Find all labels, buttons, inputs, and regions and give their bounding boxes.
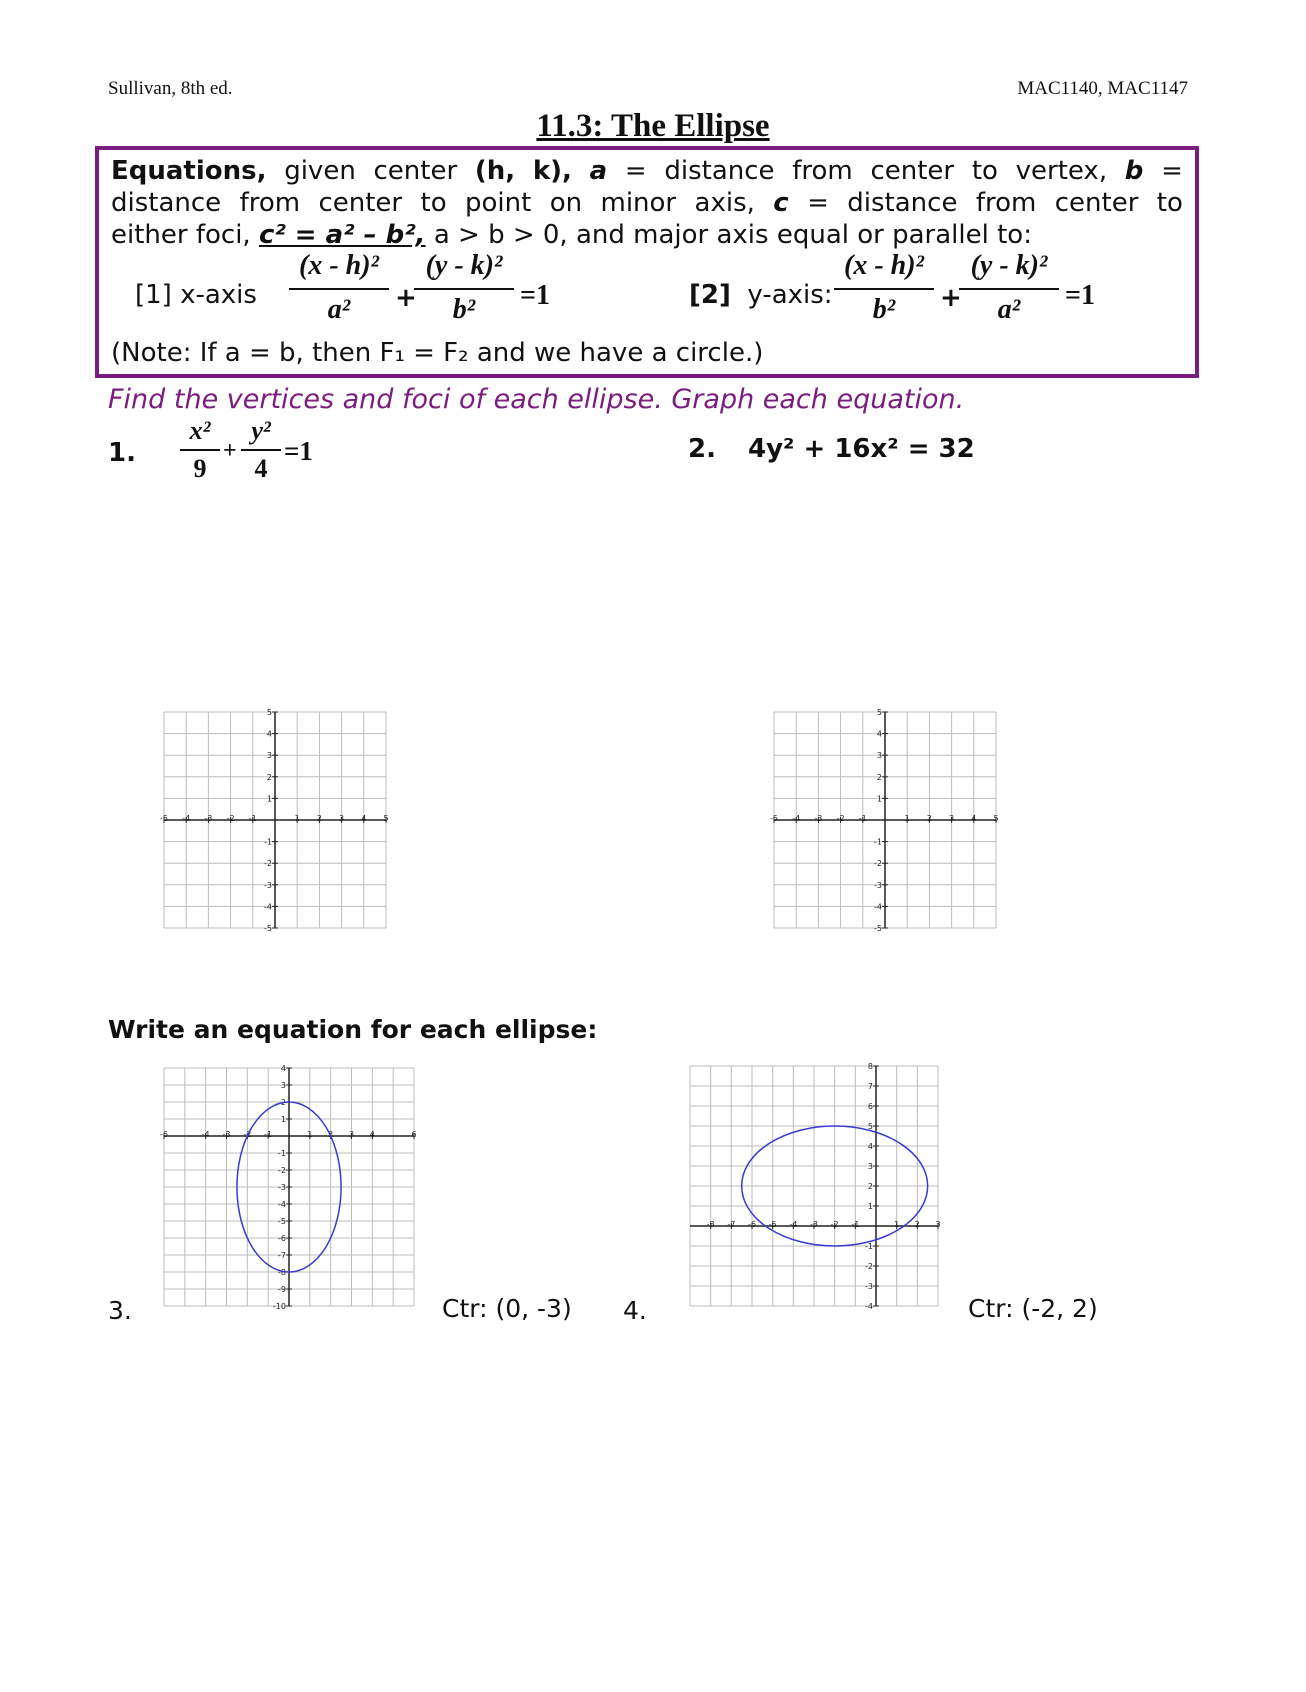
case-2-num-x: (x - h)²: [844, 250, 924, 281]
y-tick-label: 5: [867, 1122, 873, 1131]
box-line-2: [111, 188, 1183, 218]
problem-4-center: Ctr: (-2, 2): [968, 1294, 1098, 1323]
x-tick-label: 4: [971, 814, 977, 823]
foci-equation: c² = a² – b²,: [258, 220, 426, 250]
x-tick-label: -1: [264, 1130, 273, 1139]
line1-word: from: [792, 156, 853, 186]
case-2-label: [689, 280, 833, 310]
x-tick-label: 2: [316, 814, 322, 823]
x-tick-label: 1: [904, 814, 910, 823]
line1-word: (h,: [474, 156, 516, 186]
line2-word: from: [239, 188, 301, 218]
case-2-text: y-axis:: [747, 280, 833, 310]
case-1-den-a: a²: [327, 294, 351, 325]
problem-3-center: Ctr: (0, -3): [442, 1294, 572, 1323]
line2-word: center: [1054, 188, 1139, 218]
graph-1: [150, 704, 400, 944]
y-tick-label: -4: [278, 1200, 286, 1209]
case-2-frac-y: [959, 250, 1059, 326]
y-tick-label: -1: [874, 837, 882, 847]
problem-1-frac-x: [180, 416, 220, 484]
x-tick-label: -2: [830, 1220, 839, 1229]
line2-word: point: [465, 188, 532, 218]
line1-word: distance: [664, 156, 775, 186]
line2-word: distance: [847, 188, 958, 218]
case-2-den-b: b²: [872, 294, 896, 325]
y-tick-label: -2: [874, 859, 882, 869]
y-tick-label: 4: [266, 729, 272, 739]
case-2-eq: =1: [1065, 280, 1095, 311]
y-tick-label: -3: [874, 880, 882, 890]
y-tick-label: -4: [865, 1302, 873, 1311]
line2-word: axis,: [694, 188, 755, 218]
case-2-den-a: a²: [997, 294, 1021, 325]
y-tick-label: 1: [876, 794, 882, 804]
x-tick-label: -5: [160, 814, 168, 823]
header-left: Sullivan, 8th ed.: [108, 78, 233, 99]
x-tick-label: -4: [182, 814, 191, 823]
x-tick-label: 3: [348, 1130, 355, 1139]
x-tick-label: -4: [789, 1220, 798, 1229]
line2-word: c: [773, 188, 789, 218]
y-tick-label: 2: [867, 1182, 873, 1191]
problem-1-den-y: 4: [254, 454, 268, 483]
y-tick-label: -7: [278, 1251, 286, 1260]
y-tick-label: 8: [867, 1062, 873, 1071]
x-tick-label: -1: [851, 1220, 860, 1229]
y-tick-label: 4: [876, 729, 882, 739]
line1-word: =: [1161, 156, 1183, 186]
case-2-num-y: (y - k)²: [970, 250, 1048, 281]
box-line-3: [111, 220, 1183, 250]
y-tick-label: -4: [874, 902, 882, 912]
line1-word: given: [284, 156, 356, 186]
problem-3-number: 3.: [108, 1296, 132, 1325]
problem-1-num-x: x²: [189, 416, 211, 445]
x-tick-label: -3: [222, 1130, 231, 1139]
problem-1-number: 1.: [108, 438, 136, 468]
line2-word: from: [975, 188, 1037, 218]
line2-word: to: [1156, 188, 1183, 218]
line2-word: on: [549, 188, 583, 218]
case-1-frac-y: [414, 250, 514, 326]
x-tick-label: -7: [727, 1220, 736, 1229]
y-tick-label: -1: [264, 837, 272, 847]
problem-1-eq: =1: [284, 436, 313, 466]
y-tick-label: 2: [876, 772, 882, 782]
y-tick-label: -10: [272, 1302, 286, 1311]
case-1-frac-x: [289, 250, 389, 326]
y-tick-label: -3: [278, 1183, 286, 1192]
x-tick-label: -4: [792, 814, 801, 823]
y-tick-label: 3: [266, 751, 272, 761]
y-tick-label: 4: [280, 1064, 286, 1073]
y-tick-label: 3: [867, 1162, 873, 1171]
y-tick-label: -4: [264, 902, 272, 912]
x-tick-label: 4: [369, 1130, 375, 1139]
case-1-label: [1] x-axis: [135, 280, 257, 310]
line2-word: to: [420, 188, 447, 218]
y-tick-label: -2: [278, 1166, 286, 1175]
line1-word: =: [624, 156, 647, 186]
line1-word: Equations,: [111, 156, 267, 186]
equations-box: [95, 146, 1199, 378]
y-tick-label: 5: [876, 708, 882, 717]
y-tick-label: 1: [280, 1115, 286, 1124]
case-1-num-y: (y - k)²: [425, 250, 503, 281]
line1-word: center: [373, 156, 458, 186]
line2-word: center: [318, 188, 403, 218]
case-1-den-b: b²: [452, 294, 476, 325]
line1-word: b: [1124, 156, 1144, 186]
y-tick-label: -3: [865, 1282, 873, 1291]
case-2-number: [2]: [689, 280, 731, 310]
x-tick-label: -5: [768, 1220, 777, 1229]
x-tick-label: 4: [361, 814, 367, 823]
x-tick-label: -2: [836, 814, 845, 823]
x-tick-label: 2: [328, 1130, 334, 1139]
instructions: Find the vertices and foci of each ellipse. Graph each equation.: [108, 384, 965, 415]
y-tick-label: -9: [278, 1285, 286, 1294]
x-tick-label: -2: [226, 814, 235, 823]
x-tick-label: -6: [160, 1130, 168, 1139]
y-tick-label: -1: [865, 1242, 873, 1251]
y-tick-label: 4: [867, 1142, 873, 1151]
x-tick-label: 6: [411, 1130, 417, 1139]
box-note: (Note: If a = b, then F₁ = F₂ and we have a circle.): [111, 338, 764, 368]
y-tick-label: 1: [867, 1202, 873, 1211]
x-tick-label: 2: [914, 1220, 920, 1229]
page-title: 11.3: The Ellipse: [536, 108, 770, 144]
x-tick-label: -3: [814, 814, 823, 823]
y-tick-label: 3: [876, 751, 882, 761]
x-tick-label: 5: [383, 814, 389, 823]
case-2-frac-x: [834, 250, 934, 326]
problem-1-den-x: 9: [193, 454, 207, 483]
problem-1-frac-y: [241, 416, 281, 484]
graph-4: [680, 1058, 950, 1314]
box-line-1: [111, 156, 1183, 186]
graph-3: [150, 1060, 430, 1312]
problem-2-number: 2.: [688, 434, 716, 464]
x-tick-label: -4: [201, 1130, 210, 1139]
problem-1-num-y: y²: [251, 416, 271, 445]
y-tick-label: 1: [266, 794, 272, 804]
y-tick-label: -6: [278, 1234, 286, 1243]
write-equations-title: Write an equation for each ellipse:: [108, 1015, 598, 1044]
y-tick-label: -2: [865, 1262, 873, 1271]
x-tick-label: -8: [706, 1220, 715, 1229]
case-1-eq: =1: [520, 280, 550, 311]
x-tick-label: 1: [894, 1220, 900, 1229]
line2-word: distance: [111, 188, 222, 218]
x-tick-label: 3: [935, 1220, 941, 1229]
x-tick-label: -1: [858, 814, 867, 823]
y-tick-label: -5: [278, 1217, 286, 1226]
case-2-plus: +: [940, 283, 962, 313]
problem-1-plus: +: [223, 438, 237, 464]
y-tick-label: 2: [280, 1098, 286, 1107]
y-tick-label: -8: [278, 1268, 286, 1277]
x-tick-label: 2: [926, 814, 932, 823]
graph-2: [760, 704, 1010, 944]
problem-4-number: 4.: [623, 1296, 647, 1325]
line1-word: to: [971, 156, 998, 186]
y-tick-label: -1: [278, 1149, 286, 1158]
line1-word: k),: [532, 156, 572, 186]
x-tick-label: -6: [748, 1220, 756, 1229]
case-1-num-x: (x - h)²: [299, 250, 379, 281]
x-tick-label: 5: [993, 814, 999, 823]
line2-word: minor: [600, 188, 677, 218]
x-tick-label: -5: [770, 814, 778, 823]
box-line-3-post: a > b > 0, and major axis equal or parallel to:: [425, 220, 1032, 250]
problem-2-equation: 4y² + 16x² = 32: [748, 434, 975, 464]
y-tick-label: -3: [264, 880, 272, 890]
x-tick-label: 3: [949, 814, 955, 823]
line1-word: center: [870, 156, 955, 186]
line2-word: =: [807, 188, 829, 218]
y-tick-label: -2: [264, 859, 272, 869]
x-tick-label: 1: [294, 814, 300, 823]
y-tick-label: 3: [280, 1081, 286, 1090]
line1-word: vertex,: [1015, 156, 1108, 186]
case-1-plus: +: [395, 283, 417, 313]
x-tick-label: -1: [248, 814, 257, 823]
x-tick-label: -2: [243, 1130, 252, 1139]
box-line-3-pre: either foci,: [111, 220, 259, 250]
y-tick-label: 2: [266, 772, 272, 782]
y-tick-label: -5: [264, 924, 272, 933]
x-tick-label: 3: [339, 814, 345, 823]
y-tick-label: 7: [867, 1082, 873, 1091]
header-right: MAC1140, MAC1147: [1017, 78, 1188, 99]
x-tick-label: 1: [307, 1130, 313, 1139]
y-tick-label: -5: [874, 924, 882, 933]
x-tick-label: -3: [204, 814, 213, 823]
line1-word: a: [589, 156, 608, 186]
y-tick-label: 6: [867, 1102, 873, 1111]
y-tick-label: 5: [266, 708, 272, 717]
x-tick-label: -3: [810, 1220, 818, 1229]
